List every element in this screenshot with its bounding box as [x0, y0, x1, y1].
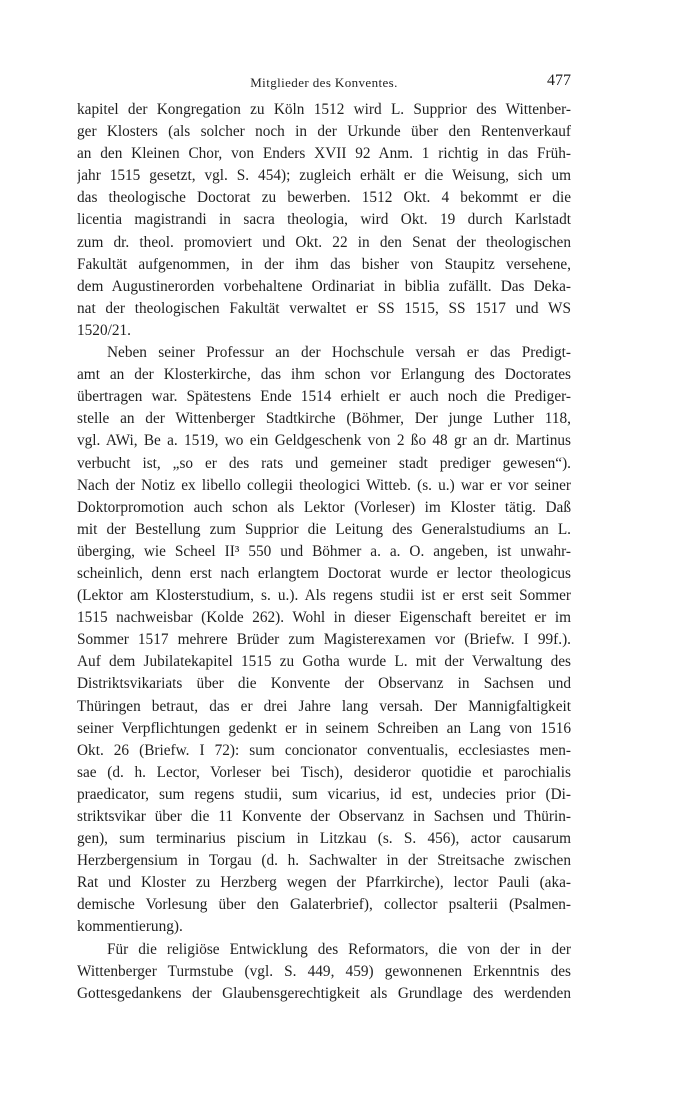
text-line: an den Kleinen Chor, von Enders XVII 92 Anm. 1 richtig in das Früh-: [77, 145, 571, 163]
text-line: zum dr. theol. promoviert und Okt. 22 in den Senat der theologischen: [77, 233, 571, 251]
text-line: seiner Verpflichtungen gedenkt er in seinem Schreiben an Lang von 1516: [77, 719, 571, 737]
text-line: nat der theologischen Fakultät verwaltet er SS 1515, SS 1517 und WS: [77, 299, 571, 317]
text-line: überging, wie Scheel II³ 550 und Böhmer a. a. O. angeben, ist unwahr-: [77, 542, 571, 560]
text-line: mit der Bestellung zum Supprior die Leitung des Generalstudiums an L.: [77, 520, 571, 538]
text-line: kapitel der Kongregation zu Köln 1512 wird L. Supprior des Wittenber-: [77, 101, 571, 118]
text-line: Thüringen betraut, das er drei Jahre lang versah. Der Mannigfaltigkeit: [77, 697, 571, 715]
text-line: striktsvikar über die 11 Konvente der Observanz in Sachsen und Thürin-: [77, 808, 571, 825]
text-line: (Lektor am Klosterstudium, s. u.). Als regens studii ist er erst seit Sommer: [77, 587, 571, 605]
text-line: licentia magistrandi in sacra theologia, wird Okt. 19 durch Karlstadt: [77, 211, 571, 229]
text-line: gen), sum terminarius piscium in Litzkau (s. S. 456), actor causarum: [77, 830, 571, 848]
body-text: [77, 99, 571, 1005]
text-line: übertragen war. Spätestens Ende 1514 erhielt er auch noch die Prediger-: [77, 388, 571, 406]
text-line: ger Klosters (als solcher noch in der Urkunde über den Rentenverkauf: [77, 123, 571, 141]
text-line: Wittenberger Turmstube (vgl. S. 449, 459) gewonnenen Erkenntnis des: [77, 962, 571, 980]
text-line: Gottesgedankens der Glaubensgerechtigkeit als Grundlage des werdenden: [77, 984, 571, 1002]
text-line: Auf dem Jubilatekapitel 1515 zu Gotha wurde L. mit der Verwaltung des: [77, 653, 571, 671]
text-line: Herzbergensium in Torgau (d. h. Sachwalter in der Streitsache zwischen: [77, 852, 571, 870]
text-line: Neben seiner Professur an der Hochschule versah er das Predigt-: [107, 344, 571, 362]
text-line: amt an der Klosterkirche, das ihm schon vor Erlangung des Doctorates: [77, 366, 571, 384]
text-line: Nach der Notiz ex libello collegii theologici Witteb. (s. u.) war er vor seiner: [77, 476, 571, 494]
running-title: Mitglieder des Konventes.: [250, 75, 398, 90]
text-line: kommentierung).: [77, 918, 183, 936]
text-line: vgl. AWi, Be a. 1519, wo ein Geldgeschenk von 2 ßo 48 gr an dr. Martinus: [77, 432, 571, 450]
text-line: 1515 nachweisbar (Kolde 262). Wohl in dieser Eigenschaft bereitet er im: [77, 609, 571, 627]
text-line: Doktorpromotion auch schon als Lektor (Vorleser) im Kloster tätig. Daß: [77, 498, 571, 516]
text-line: das theologische Doctorat zu bewerben. 1512 Okt. 4 bekommt er die: [77, 189, 571, 207]
text-line: stelle an der Wittenberger Stadtkirche (Böhmer, Der junge Luther 118,: [77, 410, 571, 428]
text-line: Fakultät aufgenommen, in der ihm das bisher von Staupitz versehene,: [77, 255, 571, 273]
running-head: [77, 72, 571, 94]
text-line: verbucht ist, „so er des rats und gemeiner stadt prediger gewesen“).: [77, 454, 571, 472]
page-number: 477: [547, 72, 571, 89]
text-line: sae (d. h. Lector, Vorleser bei Tisch), desideror quotidie et parochialis: [77, 763, 571, 781]
text-line: scheinlich, denn erst nach erlangtem Doctorat wurde er lector theologicus: [77, 564, 571, 582]
text-line: praedicator, sum regens studii, sum vicarius, id est, undecies prior (Di-: [77, 785, 571, 803]
text-line: Okt. 26 (Briefw. I 72): sum concionator conventualis, ecclesiastes men-: [77, 741, 571, 759]
text-line: dem Augustinerorden vorbehaltene Ordinariat in biblia zufällt. Das Deka-: [77, 277, 571, 295]
text-line: jahr 1515 gesetzt, vgl. S. 454); zugleich erhält er die Weisung, sich um: [77, 167, 571, 185]
text-line: Distriktsvikariats über die Konvente der Observanz in Sachsen und: [77, 675, 571, 693]
text-line: demische Vorlesung über den Galaterbrief), collector psalterii (Psalmen-: [77, 896, 571, 914]
text-line: Sommer 1517 mehrere Brüder zum Magisterexamen vor (Briefw. I 99f.).: [77, 631, 571, 649]
text-line: Rat und Kloster zu Herzberg wegen der Pfarrkirche), lector Pauli (aka-: [77, 874, 571, 892]
text-line: Für die religiöse Entwicklung des Reformators, die von der in der: [107, 940, 571, 958]
text-line: 1520/21.: [77, 321, 131, 339]
